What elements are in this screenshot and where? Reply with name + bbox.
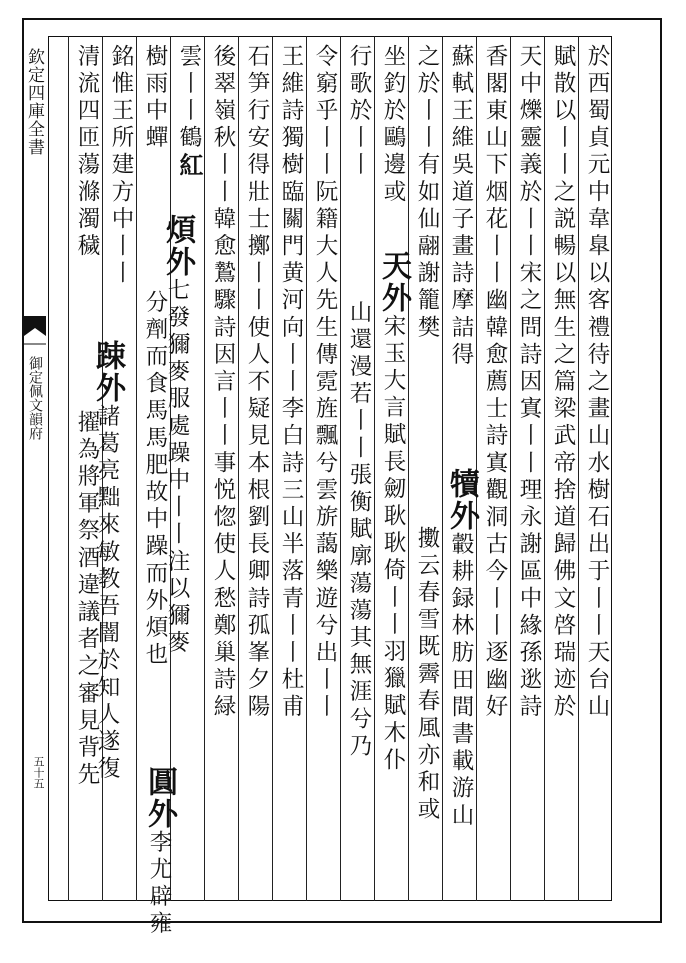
entry-column bbox=[140, 766, 177, 939]
entry-text: 宋玉大言賦長劒耿耿倚丨丨羽獵賦木仆 bbox=[380, 314, 406, 775]
column-rule bbox=[374, 36, 375, 901]
text-column: 天中爍靈義於丨丨宋之問詩因寘丨丨理永謝區中緣孫逖詩 bbox=[516, 44, 542, 722]
column-text: 之於丨丨有如仙翮謝籠樊 bbox=[414, 44, 440, 343]
headword: 圓外 bbox=[142, 766, 177, 830]
headword: 煩外 bbox=[160, 214, 195, 278]
column-rule bbox=[578, 36, 579, 901]
book-title: 御定佩文韻府 bbox=[27, 356, 43, 440]
text-column: 後翠嶺秋丨丨韓愈鷙驟詩因言丨丨事悦惚使人愁鄭巢詩緑 bbox=[210, 44, 236, 722]
entry-text: 李尤辟雍 bbox=[146, 830, 172, 939]
entry-column bbox=[344, 300, 374, 896]
text-column: 賦散以丨丨之説暢以無生之篇梁武帝捨道歸佛文啓瑞迹於 bbox=[550, 44, 576, 722]
entry-text: 分劑而食馬馬肥故中躁而外煩也 bbox=[142, 290, 168, 670]
entry-text: 轂耕録林肪田間書載游山 bbox=[448, 532, 474, 831]
column-rule bbox=[272, 36, 273, 901]
entry-column bbox=[444, 468, 479, 896]
headword: 踈外 bbox=[90, 340, 125, 404]
column-rule bbox=[136, 36, 137, 901]
entry-column bbox=[140, 290, 170, 760]
column-rule bbox=[306, 36, 307, 901]
text-column: 於西蜀貞元中韋臯以客禮待之畫山水樹石出于丨丨天台山 bbox=[584, 44, 610, 722]
entry-text: 諸葛亮黜來敏教吾闇於知人遂復 bbox=[94, 404, 120, 784]
column-rule bbox=[544, 36, 545, 901]
headword: 天外 bbox=[376, 250, 411, 314]
headword: 犢外 bbox=[444, 468, 479, 532]
text-column: 令窮乎丨丨阮籍大人先生傳霓旌飄兮雲旂藹樂遊兮出丨丨 bbox=[312, 44, 338, 722]
small-head: 紅 bbox=[175, 152, 204, 182]
entry-text: 山還漫若丨丨張衡賦廓蕩蕩其無涯兮乃 bbox=[346, 300, 372, 761]
column-rule bbox=[204, 36, 205, 901]
entry-text: 擢為將軍祭酒違議者之審見背先 bbox=[74, 410, 100, 790]
text-column: 王維詩獨樹臨關門黄河向丨丨李白詩三山半落青丨丨杜甫 bbox=[278, 44, 304, 722]
margin-column bbox=[22, 36, 48, 901]
column-rule bbox=[510, 36, 511, 901]
column-text: 清流四匝蕩滌濁穢 bbox=[74, 44, 100, 261]
column-text: 行歌於丨丨 bbox=[346, 44, 372, 180]
fish-tail-mark-icon bbox=[22, 314, 48, 350]
column-rule bbox=[68, 36, 69, 901]
column-text: 樹雨中蟬 bbox=[142, 44, 168, 153]
column-text: 蘇軾王維吳道子畫詩摩詰得 bbox=[448, 44, 474, 370]
entry-column bbox=[412, 526, 442, 896]
column-rule bbox=[238, 36, 239, 901]
entry-text: 七發獮麥服處躁中丨丨注以獮麥 bbox=[164, 278, 190, 658]
text-column: 香閣東山下烟花丨丨幽韓愈薦士詩寘觀洞古今丨丨逐幽好 bbox=[482, 44, 508, 722]
column-rule bbox=[340, 36, 341, 901]
entry-column bbox=[376, 250, 411, 896]
running-title: 欽定四庫全書 bbox=[24, 48, 44, 156]
text-column: 石笋行安得壯士擲丨丨使人不疑見本根劉長卿詩孤峯夕陽 bbox=[244, 44, 270, 722]
column-text: 銘惟王所建方中丨丨 bbox=[108, 44, 134, 288]
folio-number: 五十五 bbox=[32, 756, 45, 789]
entry-text: 擻云春雪既霽春風亦和或 bbox=[414, 526, 440, 825]
entry-column bbox=[72, 410, 102, 896]
column-text: 雲丨丨鶴 bbox=[176, 44, 202, 153]
column-rule bbox=[408, 36, 409, 901]
column-text: 坐釣於鷗邊或 bbox=[380, 44, 406, 207]
column-rule bbox=[442, 36, 443, 901]
